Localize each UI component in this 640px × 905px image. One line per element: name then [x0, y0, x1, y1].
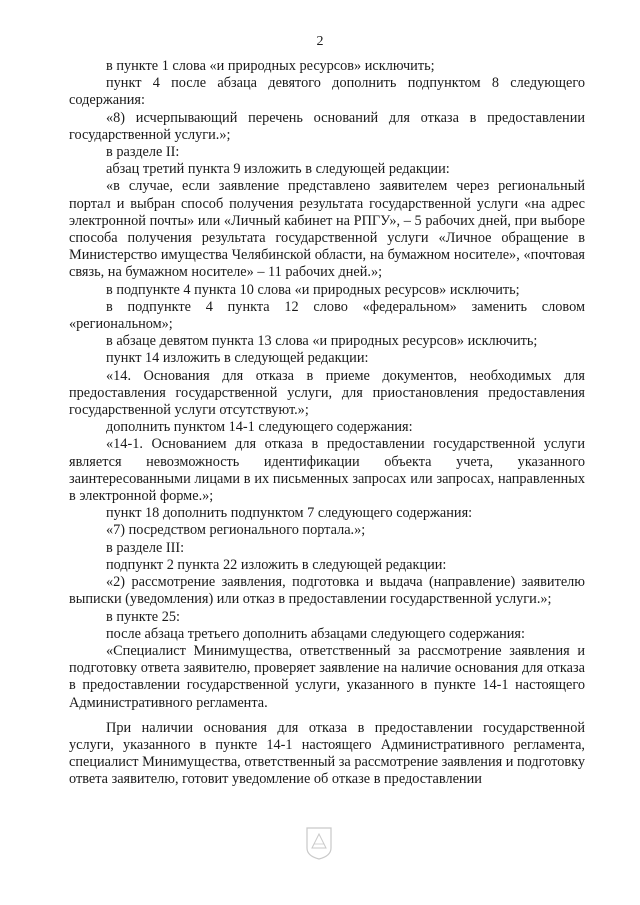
paragraph: «14-1. Основанием для отказа в предоставлении государственной услуги является невозможность идентификации объекта учета, указанного заинтересованными лицами в их письменных запросах или запросах, направленных в электронной форме.»;	[69, 436, 585, 505]
paragraph: в подпункте 4 пункта 10 слова «и природных ресурсов» исключить;	[106, 281, 520, 298]
paragraph: «8) исчерпывающий перечень оснований для отказа в предоставлении государственной услуги.»;	[69, 109, 585, 143]
paragraph: При наличии основания для отказа в предоставлении государственной услуги, указанного в пункте 14-1 настоящего Административного регламента, специалист Минимущества, ответственный за рассмотрение заявления и подготовку ответа заявителю, готовит уведомление об отказе в предоставлении	[69, 719, 585, 788]
paragraph: подпункт 2 пункта 22 изложить в следующей редакции:	[106, 556, 447, 573]
paragraph: после абзаца третьего дополнить абзацами следующего содержания:	[106, 625, 525, 642]
document-body	[69, 58, 585, 789]
paragraph: в абзаце девятом пункта 13 слова «и природных ресурсов» исключить;	[106, 333, 538, 350]
paragraph: абзац третий пункта 9 изложить в следующей редакции:	[106, 161, 450, 178]
paragraph: пункт 4 после абзаца девятого дополнить подпунктом 8 следующего содержания:	[69, 75, 585, 109]
paragraph: в подпункте 4 пункта 12 слово «федеральном» заменить словом «региональном»;	[69, 298, 585, 333]
paragraph: «14. Основания для отказа в приеме документов, необходимых для предоставления государственной услуги, для приостановления предоставления государственной услуги отсутствуют.»;	[69, 367, 585, 419]
paragraph: «2) рассмотрение заявления, подготовка и выдача (направление) заявителю выписки (уведомления) или отказ в предоставлении государственной услуги.»;	[69, 574, 585, 608]
paragraph: в пункте 1 слова «и природных ресурсов» исключить;	[106, 58, 435, 74]
paragraph: в разделе III:	[106, 539, 185, 556]
paragraph: в пункте 25:	[106, 608, 180, 625]
paragraph: «Специалист Минимущества, ответственный за рассмотрение заявления и подготовку ответа заявителю, проверяет заявление на наличие основания для отказа в предоставлении государственной услуги, указанного в пункте 14-1 настоящего Административного регламента.	[69, 642, 585, 711]
paragraph: «в случае, если заявление представлено заявителем через региональный портал и выбран способ получения результата государственной услуги «на адрес электронной почты» или «Личный кабинет на РПГУ», – 5 рабочих дней, при выборе способа получения результата государственной услуги «Личное обращение в Министерство имущества Челябинской области, на бумажном носителе», «почтовая связь, на бумажном носителе» – 11 рабочих дней.»;	[69, 178, 585, 281]
paragraph: пункт 14 изложить в следующей редакции:	[106, 350, 369, 367]
paragraph: пункт 18 дополнить подпунктом 7 следующего содержания:	[106, 505, 473, 522]
paragraph: «7) посредством регионального портала.»;	[106, 522, 366, 539]
watermark-stamp-icon	[304, 826, 334, 860]
page-number: 2	[316, 34, 324, 49]
paragraph: в разделе II:	[106, 144, 180, 161]
paragraph: дополнить пунктом 14-1 следующего содержания:	[106, 419, 413, 436]
